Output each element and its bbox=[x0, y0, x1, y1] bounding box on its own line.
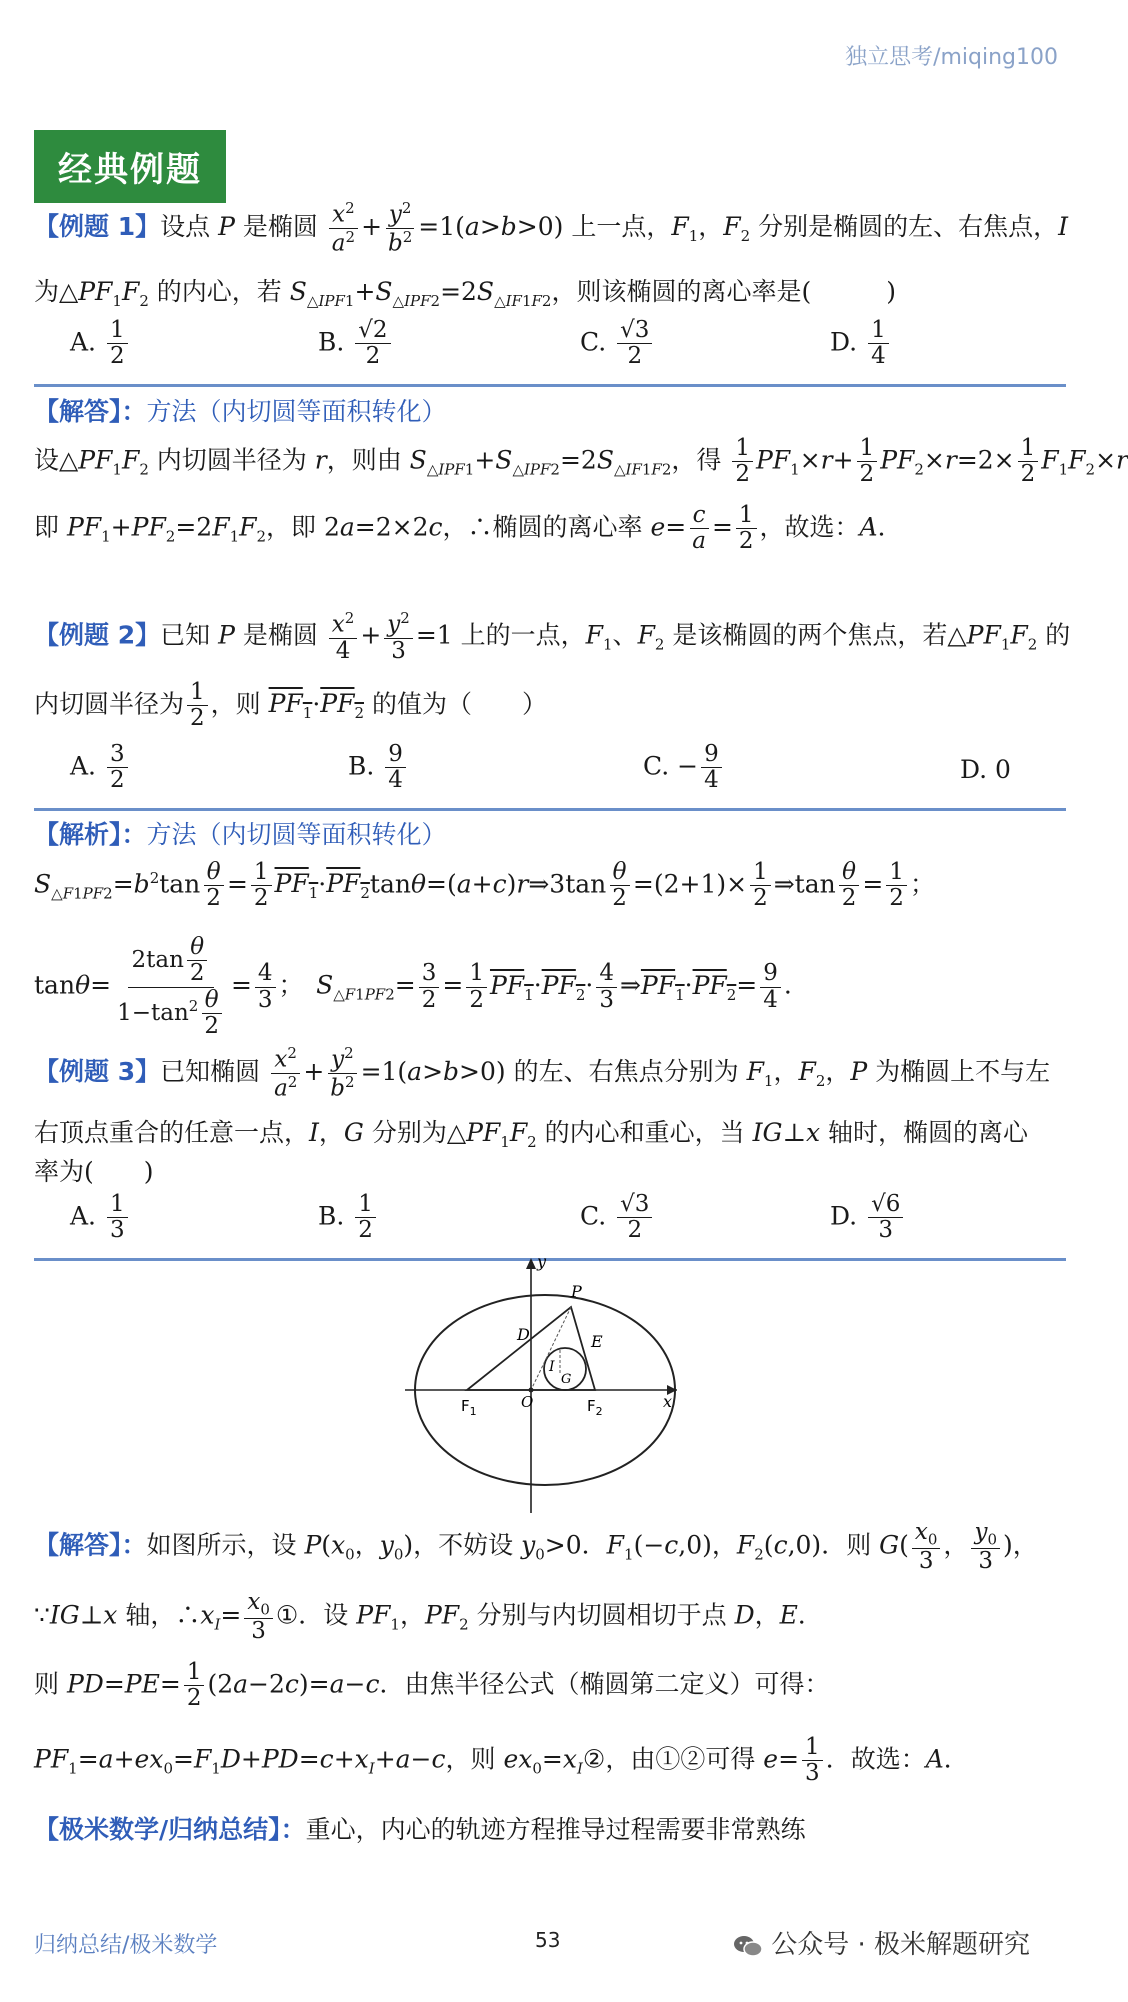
ex1-solution-heading: 【解答】：方法（内切圆等面积转化） bbox=[34, 397, 447, 426]
ex3-solution-line3: 则 PD=PE= $\frac{1}{2}$ (2a−2c)=a−c．由焦半径公式（椭圆第二定义）可得： bbox=[34, 1659, 830, 1712]
ex2-option-d: D. 0 bbox=[960, 755, 1011, 784]
ex1-question-line2: 为$\triangle PF_1F_2$ 的内心，若 $S_{\triangle IPF1}+S_{\triangle IPF2}=2S_{\triangle IF1F2}$，则该椭圆的离心率是( ) bbox=[34, 277, 896, 310]
ex3-solution-line4: $PF_1=a+ex_0=F_1D+PD=c+x_I+a-c$，则 $ex_0=x_I②$，由①②可得 e= $\frac{1}{3}$ ．故选：A． bbox=[34, 1734, 969, 1787]
ellipse-figure bbox=[405, 1252, 685, 1515]
ex2-solution-line2: tanθ= 2tan $\frac{\theta}{2}$ $1-\tan^2$ $\frac{\theta}{2}$ = $\frac{4}{3}$ ； $S_{\triangle F1PF2}=$ $\frac{3}{2}$ = $\frac{1}{2}$ $PF_1\cdot PF_2\cdot$ $\frac{4}{3}$ $\Rightarrow PF_1\cdot PF_2=$ $\frac{9}{4}$ . bbox=[34, 934, 792, 1039]
ex3-option-a: A. $\frac{1}{3}$ bbox=[70, 1192, 131, 1244]
label-d: D bbox=[517, 1325, 530, 1344]
ex2-label: 【例题 2】 bbox=[34, 620, 161, 650]
label-o: O bbox=[521, 1393, 534, 1411]
ex3-option-c: C. $\frac{√3}{2}$ bbox=[580, 1192, 655, 1244]
label-x: x bbox=[663, 1392, 673, 1411]
label-g: G bbox=[561, 1372, 572, 1387]
ex3-question-line1: 【例题 3】已知椭圆 $\frac{x^2}{a^2}$ + $\frac{y^2}{b^2}$ =1(a>b>0) 的左、右焦点分别为 $F_1$，$F_2$，P 为椭圆上不与左 bbox=[34, 1044, 1051, 1102]
label-i: I bbox=[549, 1359, 555, 1375]
ex2-option-b: B. $\frac{9}{4}$ bbox=[348, 742, 409, 794]
ex2-question-line1: 【例题 2】已知 P 是椭圆 $\frac{x^2}{4}$ + $\frac{y^2}{3}$ =1 上的一点，$F_1$、$F_2$ 是该椭圆的两个焦点，若$\triangle PF_1F_2$ 的 bbox=[34, 609, 1071, 664]
ex3-label: 【例题 3】 bbox=[34, 1056, 161, 1086]
divider bbox=[34, 808, 1066, 811]
footer-left: 归纳总结/极米数学 bbox=[34, 1933, 218, 1958]
section-title: 经典例题 bbox=[34, 130, 226, 203]
label-e: E bbox=[591, 1332, 603, 1351]
ex1-option-c: C. $\frac{√3}{2}$ bbox=[580, 318, 655, 370]
ex1-solution-line2: 即 $PF_1+PF_2=2F_1F_2$，即 2a=2×2c，∴椭圆的离心率 e= $\frac{c}{a}$ = $\frac{1}{2}$ ，故选：A． bbox=[34, 502, 903, 555]
ex2-solution-line1: $S_{\triangle F1PF2}=b^2\tan$ $\frac{\theta}{2}$ = $\frac{1}{2}$ $PF_1\cdot PF_2\tan\theta=(a+c)r\Rightarrow 3\tan$ $\frac{\theta}{2}$ =(2+1)× $\frac{1}{2}$ ⇒tan $\frac{\theta}{2}$ = $\frac{1}{2}$ ； bbox=[34, 859, 935, 912]
ex3-summary: 【极米数学/归纳总结】：重心，内心的轨迹方程推导过程需要非常熟练 bbox=[34, 1815, 806, 1844]
wechat-icon bbox=[733, 1934, 763, 1958]
ex1-label: 【例题 1】 bbox=[34, 211, 161, 241]
ex3-option-b: B. $\frac{1}{2}$ bbox=[318, 1192, 379, 1244]
divider bbox=[34, 384, 1066, 387]
footer-account: 公众号 · 极米解题研究 bbox=[733, 1924, 1030, 1961]
ex3-option-d: D. $\frac{√6}{3}$ bbox=[830, 1192, 906, 1244]
ex1-question-line1: 【例题 1】设点 P 是椭圆 $\frac{x^2}{a^2}$ + $\frac{y^2}{b^2}$ =1(a>b>0) 上一点，$F_1$，$F_2$ 分别是椭圆的左、右焦点，I bbox=[34, 199, 1069, 257]
ex3-solution-line2: ∵IG⊥x 轴，$\therefore x_I=$ $\frac{x_0}{3}$ ①．设 $PF_1$，$PF_2$ 分别与内切圆相切于点 D，E． bbox=[34, 1589, 823, 1645]
ex3-solution-line1: 【解答】：如图所示，设 $P(x_0$，$y_0$)，不妨设 $y_0>0$．$F_1(-c,0)$，$F_2(c,0)$．则 G( $\frac{x_0}{3}$ ， $\frac{y_0}{3}$ )， bbox=[34, 1519, 1038, 1575]
ex1-option-d: D. $\frac{1}{4}$ bbox=[830, 318, 892, 370]
ex1-option-b: B. $\frac{√2}{2}$ bbox=[318, 318, 394, 370]
ex2-option-a: A. $\frac{3}{2}$ bbox=[70, 742, 131, 794]
ex1-solution-line1: 设$\triangle PF_1F_2$ 内切圆半径为 r，则由 $S_{\triangle IPF1}+S_{\triangle IPF2}=2S_{\triangle IF1F2}$，得 $\frac{1}{2}$ $PF_1\times r+$ $\frac{1}{2}$ $PF_2\times r=2\times$ $\frac{1}{2}$ $F_1F_2\times r$ bbox=[34, 435, 1128, 488]
label-f2: $F_2$ bbox=[587, 1397, 603, 1418]
page-number: 53 bbox=[535, 1928, 561, 1952]
ex1-option-a: A. $\frac{1}{2}$ bbox=[70, 318, 131, 370]
ex2-question-line2: 内切圆半径为 $\frac{1}{2}$ ，则 $PF_1\cdot PF_2$ 的值为（ ） bbox=[34, 679, 547, 732]
ex2-solution-heading: 【解析】：方法（内切圆等面积转化） bbox=[34, 820, 447, 849]
ex3-question-line3: 率为( ) bbox=[34, 1157, 154, 1186]
ex3-question-line2: 右顶点重合的任意一点，I，G 分别为$\triangle PF_1F_2$ 的内心和重心，当 IG⊥x 轴时，椭圆的离心 bbox=[34, 1118, 1029, 1151]
label-p: P bbox=[571, 1282, 582, 1301]
header-note: 独立思考/miqing100 bbox=[845, 45, 1058, 70]
label-f1: $F_1$ bbox=[461, 1397, 477, 1418]
label-y: y bbox=[537, 1252, 547, 1271]
ex2-option-c: C. − $\frac{9}{4}$ bbox=[643, 742, 725, 794]
